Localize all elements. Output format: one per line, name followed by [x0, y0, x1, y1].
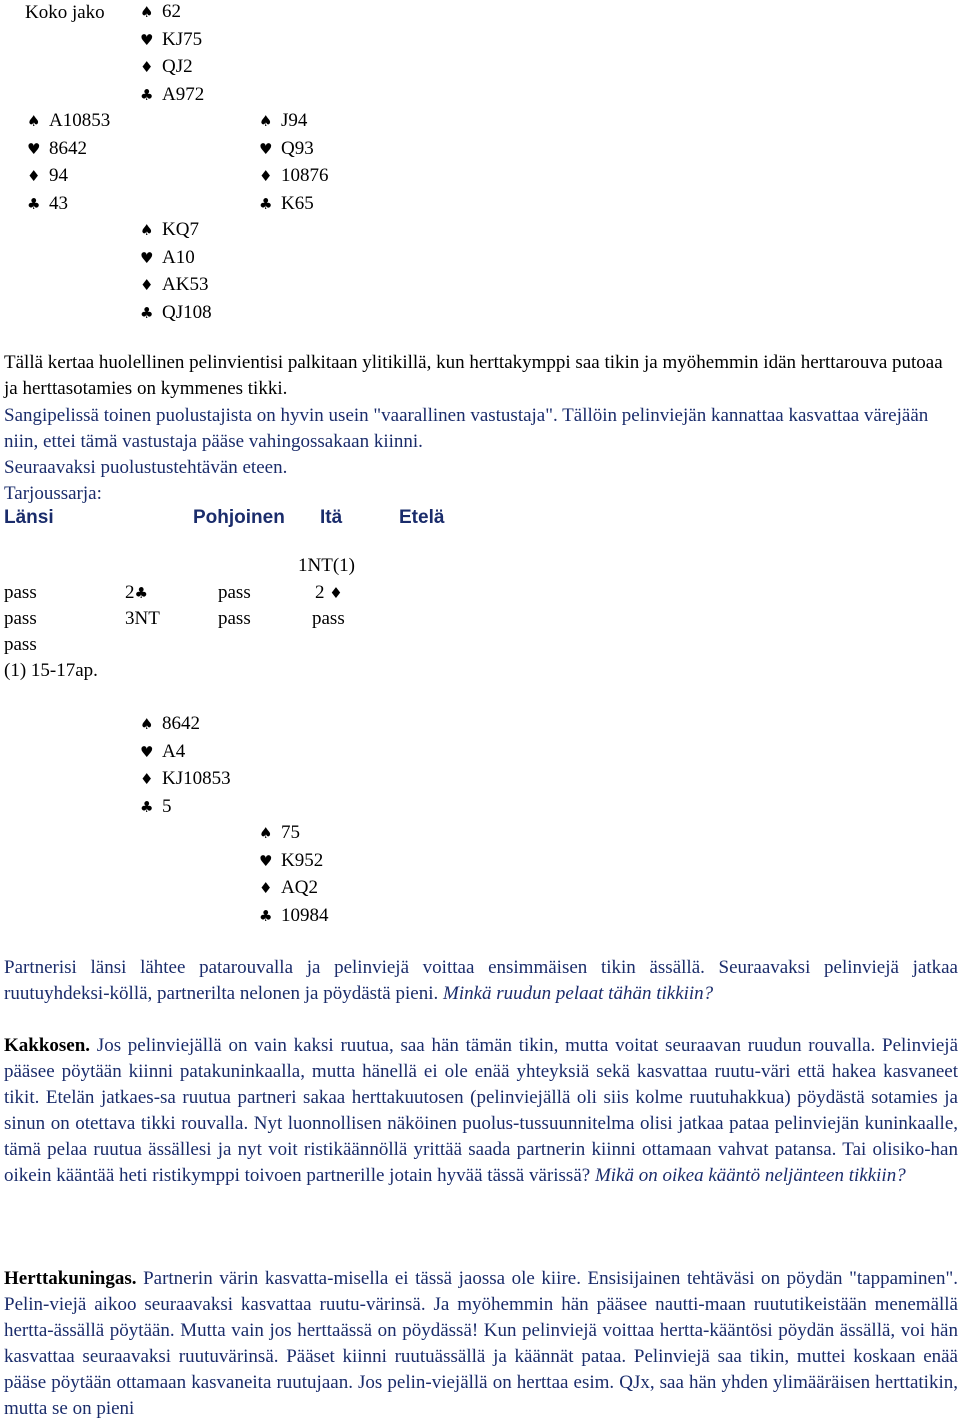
dummy-hand	[140, 710, 231, 820]
west-diamonds: 94	[49, 165, 68, 186]
club-icon: ♣	[27, 194, 41, 213]
north-hand	[140, 0, 204, 108]
your-spades: 75	[281, 822, 300, 843]
dummy-clubs: 5	[162, 795, 172, 817]
spade-icon: ♠	[140, 3, 154, 21]
south-clubs: QJ108	[162, 301, 212, 323]
spade-icon: ♠	[27, 112, 41, 130]
east-hearts: Q93	[281, 137, 314, 159]
heart-icon: ♥	[259, 851, 273, 870]
diamond-icon: ♦	[140, 276, 154, 294]
club-icon: ♣	[259, 194, 273, 213]
intro-paragraph-1: Tällä kertaa huolellinen pelinvientisi palkitaan ylitikillä, kun herttakymppi saa tikin ja myöhemmin idän herttarouva putoaa ja herttasotamies on kymmenes tikki.	[4, 352, 943, 399]
north-spades: 62	[162, 1, 181, 22]
bid-south-3: pass	[312, 608, 345, 629]
bid-west-4: pass	[4, 634, 37, 655]
club-icon: ♣	[140, 797, 154, 816]
bid-south-2: 2 ♦	[315, 580, 343, 606]
spade-icon: ♠	[259, 824, 273, 842]
club-icon: ♣	[259, 906, 273, 925]
answer-1: Kakkosen. Jos pelinviejällä on vain kaksi ruutua, saa hän tämän tikin, mutta voitat seuraavan ruudun rouvalla. Pelinviejä pääsee pöytään kiinni patakuninkaalla, mutta hänellä ei ole enää yhteyksiä sekä kasvattaa ruutu-väri että hakea kasvaneet tikit. Etelän jatkaes-sa ruutua partneri sakaa herttakuutosen (pelinviejällä oli siis kolme ruutuhakkua) pöydästä sotamies ja sinun on otettava tikki rouvalla. Nyt luonnollisen näköinen puolus-tussuunnitelma olisi jatkaa pataa pelinviejän kuninkaalle, tämä pelaa ruutua ässällesi ja nyt voit ristikäännöllä yrittää saada partnerin kiinni ottamaan vahvat patansa. Tai olisiko-han oikein kääntää heti ristikymppi toivoen partnerille jotain hyvää tässä värissä? Mikä on oikea kääntö neljänteen tikkiin?	[4, 1035, 959, 1186]
spade-icon: ♠	[140, 715, 154, 733]
south-hearts: A10	[162, 246, 195, 268]
heart-icon: ♥	[140, 248, 154, 267]
south-hand	[140, 216, 212, 326]
deal-label: Koko jako	[25, 2, 105, 23]
bid-south-1: 1NT(1)	[298, 555, 355, 576]
diamond-icon: ♦	[140, 58, 154, 76]
your-clubs: 10984	[281, 904, 329, 926]
club-icon: ♣	[140, 303, 154, 322]
answer-2: Herttakuningas. Partnerin värin kasvatta-misella ei tässä jaossa ole kiire. Ensisijainen tehtäväsi on pöydän "tappaminen". Pelin-viejä aikoo seuraavaksi kasvattaa ruutu-värinsä. Ja myöhemmin hän pääsee nautti-maan ruututikeistään menemällä hertta-ässällä pöytään. Mutta vain jos herttaässä on pöydässä! Kun pelinviejä voittaa hertta-kääntösi pöydän ässällä, voi hän kasvattaa seuraavaksi ruutuvärinsä. Pääset kiinni ruutuässällä ja käännät pataa. Pelinviejä saa tikin, muttei koskaan enää pääse pöytään ottamaan kasvaneita ruutujaan. Jos pelin-viejällä on herttaa esim. QJx, saa hän yhden ylimääräisen herttatikin, mutta se on pieni	[4, 1268, 959, 1419]
south-diamonds: AK53	[162, 274, 209, 295]
dummy-diamonds: KJ10853	[162, 768, 231, 789]
east-hand	[259, 107, 329, 217]
east-clubs: K65	[281, 192, 314, 214]
intro-paragraph-2: Sangipelissä toinen puolustajista on hyvin usein "vaarallinen vastustaja". Tällöin pelinviejän kannattaa kasvattaa värejään niin, ettei tämä vastustaja pääse vahingossakaan kiinni.	[4, 405, 929, 452]
bid-north-3: 3NT	[125, 608, 160, 629]
heart-icon: ♥	[259, 139, 273, 158]
header-north: Pohjoinen	[193, 507, 285, 528]
diamond-icon: ♦	[259, 167, 273, 185]
header-east: Itä	[320, 507, 343, 528]
club-icon: ♣	[134, 584, 148, 602]
bidding-title: Tarjoussarja:	[4, 483, 102, 504]
diamond-icon: ♦	[140, 770, 154, 788]
west-clubs: 43	[49, 192, 68, 214]
heart-icon: ♥	[140, 742, 154, 761]
heart-icon: ♥	[140, 30, 154, 49]
dummy-spades: 8642	[162, 713, 200, 734]
north-clubs: A972	[162, 83, 205, 105]
question-1-ask: Minkä ruudun pelaat tähän tikkiin?	[443, 983, 714, 1004]
bid-west-2: pass	[4, 582, 37, 603]
header-south: Etelä	[399, 507, 445, 528]
west-hand	[27, 107, 110, 217]
answer-1-lead: Kakkosen.	[4, 1035, 91, 1056]
answer-2-lead: Herttakuningas.	[4, 1268, 137, 1289]
bidding-note: (1) 15-17ap.	[4, 660, 98, 681]
north-diamonds: QJ2	[162, 56, 193, 77]
east-spades: J94	[281, 110, 308, 131]
spade-icon: ♠	[259, 112, 273, 130]
diamond-icon: ♦	[329, 584, 343, 602]
your-hearts: K952	[281, 849, 324, 871]
bid-east-2: pass	[218, 582, 251, 603]
dummy-hearts: A4	[162, 740, 186, 762]
heart-icon: ♥	[27, 139, 41, 158]
diamond-icon: ♦	[259, 879, 273, 897]
intro-paragraph-3: Seuraavaksi puolustustehtävän eteen.	[4, 457, 288, 478]
west-spades: A10853	[49, 110, 111, 131]
club-icon: ♣	[140, 85, 154, 104]
east-diamonds: 10876	[281, 165, 329, 186]
question-2-ask: Mikä on oikea kääntö neljänteen tikkiin?	[594, 1165, 906, 1186]
north-hearts: KJ75	[162, 28, 203, 50]
south-spades: KQ7	[162, 219, 199, 240]
spade-icon: ♠	[140, 221, 154, 239]
question-1: Partnerisi länsi lähtee patarouvalla ja pelinviejä voittaa ensimmäisen tikin ässällä. Seuraavaksi pelinviejä jatkaa ruutuyhdeksi-köllä, partnerilta nelonen ja pöydästä pieni. Minkä ruudun pelaat tähän tikkiin?	[4, 957, 958, 1004]
west-hearts: 8642	[49, 137, 87, 159]
bid-east-3: pass	[218, 608, 251, 629]
your-diamonds: AQ2	[281, 877, 318, 898]
header-west: Länsi	[4, 507, 54, 528]
bid-west-3: pass	[4, 608, 37, 629]
bid-north-2: 2♣	[125, 580, 148, 606]
diamond-icon: ♦	[27, 167, 41, 185]
your-hand	[259, 819, 329, 929]
